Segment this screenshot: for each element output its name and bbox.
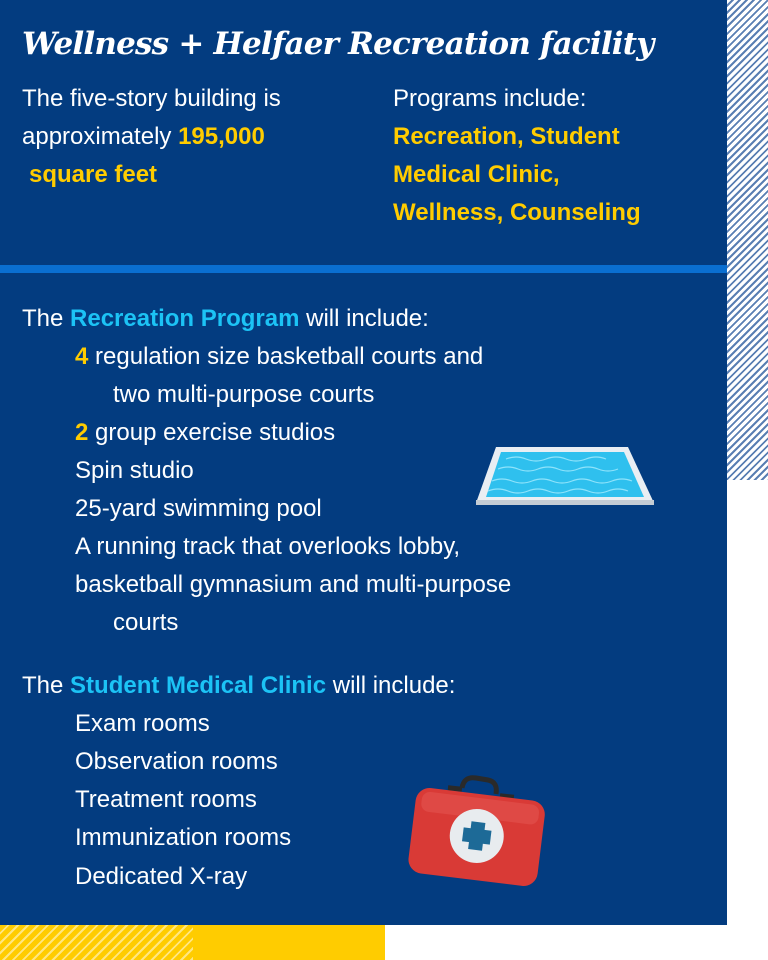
building-line1: The five-story building is [22,85,281,112]
clinic-item: Treatment rooms [75,786,257,813]
first-aid-kit-icon [404,772,550,890]
programs-list-line2: Medical Clinic, [393,161,560,188]
intro-prefix: The [22,305,71,332]
clinic-item: Exam rooms [75,710,210,737]
recreation-item: Spin studio [75,457,194,484]
clinic-highlight: Student Medical Clinic [70,672,327,699]
recreation-item: basketball gymnasium and multi-purpose [75,571,512,598]
building-prefix: approximately [22,123,179,150]
intro-suffix: will include: [299,305,429,332]
recreation-item: courts [113,609,179,636]
building-line2 [22,118,265,156]
programs-list-line3: Wellness, Counseling [393,199,641,226]
item-text: regulation size basketball courts and [88,343,484,370]
recreation-item: two multi-purpose courts [113,381,375,408]
intro-suffix: will include: [326,672,456,699]
item-count: 2 [75,419,89,446]
decorative-hatch-bottom [0,925,193,960]
section-divider [0,265,727,273]
programs-list-line1: Recreation, Student [393,123,620,150]
building-size-value: 195,000 [178,123,265,150]
building-size-unit: square feet [29,161,158,188]
programs-heading: Programs include: [393,85,587,112]
clinic-item: Immunization rooms [75,824,292,851]
recreation-item: A running track that overlooks lobby, [75,533,461,560]
recreation-item: 25-yard swimming pool [75,495,322,522]
swimming-pool-icon [476,445,654,505]
clinic-intro [22,667,455,705]
item-count: 4 [75,343,89,370]
recreation-program-highlight: Recreation Program [70,305,300,332]
decorative-hatch-right [727,0,768,480]
clinic-item: Dedicated X-ray [75,863,248,890]
page-title: Wellness + Helfaer Recreation facility [22,26,654,62]
clinic-item: Observation rooms [75,748,278,775]
item-text: group exercise studios [88,419,336,446]
recreation-intro [22,300,429,338]
intro-prefix: The [22,672,71,699]
recreation-item [75,338,483,376]
recreation-item [75,414,335,452]
